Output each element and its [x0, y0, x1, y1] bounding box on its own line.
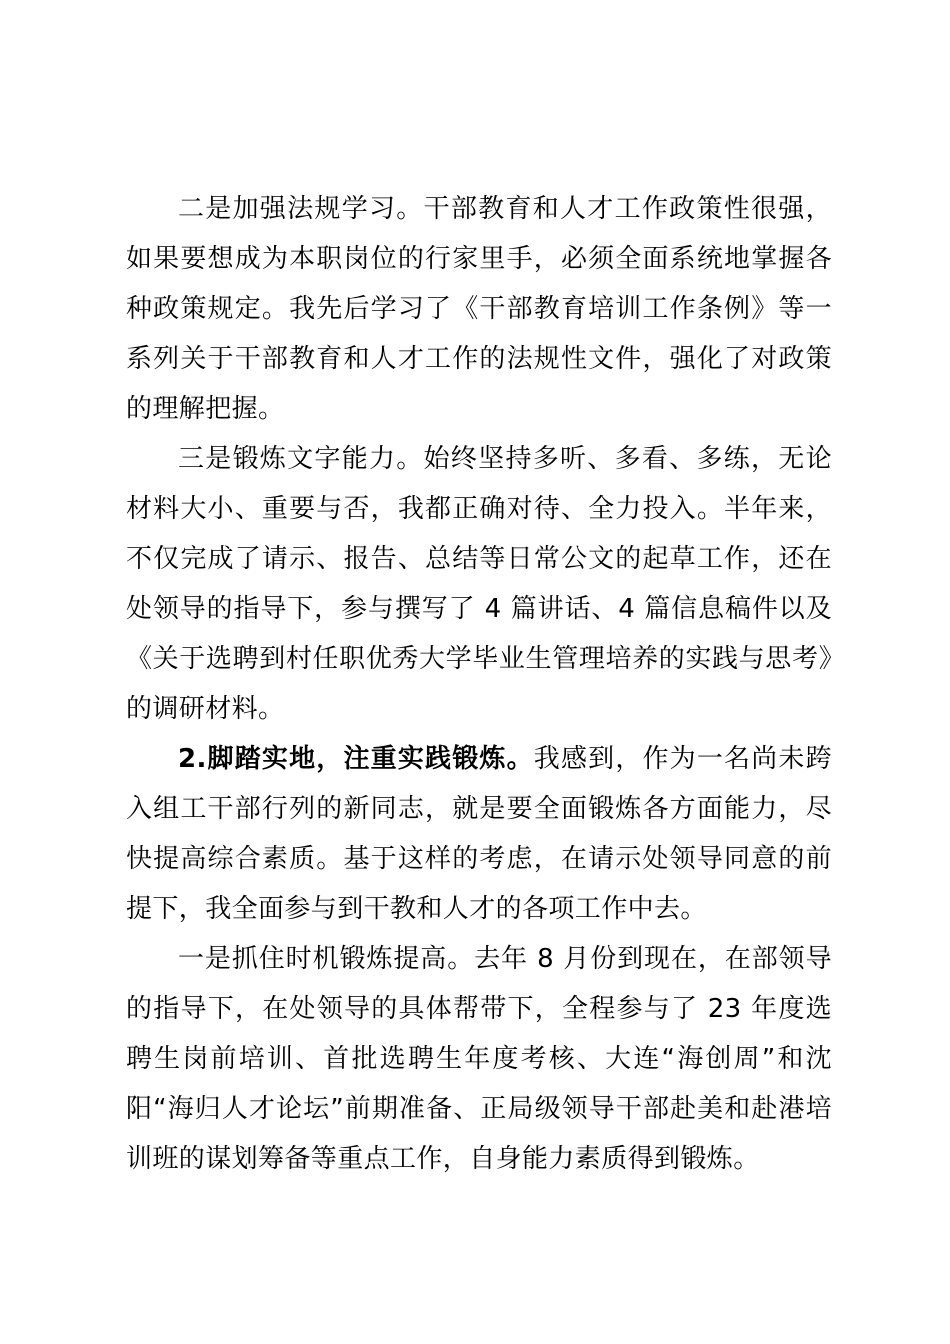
section-heading: 2.脚踏实地，注重实践锻炼。: [178, 744, 534, 774]
paragraph-text: 二是加强法规学习。干部教育和人才工作政策性很强，如果要想成为本职岗位的行家里手，必须全面系统地掌握各种政策规定。我先后学习了《干部教育培训工作条例》等一系列关于干部教育和人才工作的法规性文件，强化了对政策的理解把握。: [126, 194, 832, 424]
paragraph-regulation-study: [126, 184, 832, 434]
paragraph-text: 三是锻炼文字能力。始终坚持多听、多看、多练，无论材料大小、重要与否，我都正确对待、全力投入。半年来，不仅完成了请示、报告、总结等日常公文的起草工作，还在处领导的指导下，参与撰写了 4 篇讲话、4 篇信息稿件以及《关于选聘到村任职优秀大学毕业生管理培养的实践与思考》的调研材料。: [126, 444, 832, 724]
paragraph-text: 一是抓住时机锻炼提高。去年 8 月份到现在，在部领导的指导下，在处领导的具体帮带下，全程参与了 23 年度选聘生岗前培训、首批选聘生年度考核、大连“海创周”和沈阳“海归人才论坛”前期准备、正局级领导干部赴美和赴港培训班的谋划筹备等重点工作，自身能力素质得到锻炼。: [126, 944, 832, 1174]
paragraph-seize-opportunity: [126, 934, 832, 1184]
paragraph-writing-ability: [126, 434, 832, 734]
paragraph-text: 我感到，作为一名尚未跨入组工干部行列的新同志，就是要全面锻炼各方面能力，尽快提高综合素质。基于这样的考虑，在请示处领导同意的前提下，我全面参与到干教和人才的各项工作中去。: [126, 744, 832, 924]
paragraph-practice-training: [126, 734, 832, 934]
document-body: [126, 184, 832, 1184]
